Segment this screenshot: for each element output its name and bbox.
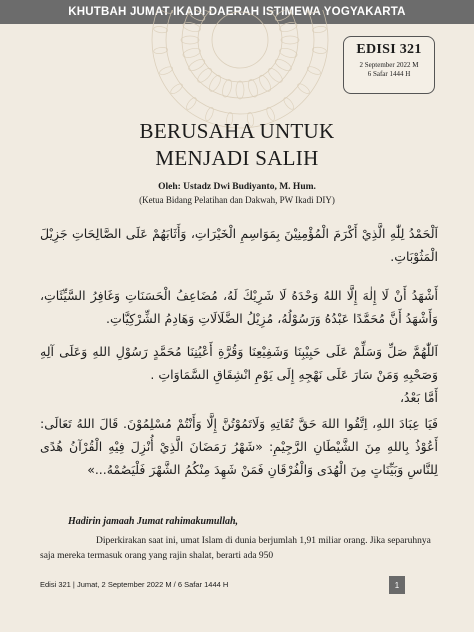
body-paragraph: Diperkirakan saat ini, umat Islam di dunia berjumlah 1,91 miliar orang. Jika separuhnya saja mereka termasuk orang yang rajin shalat, berarti ada 950 xyxy=(40,536,431,561)
edition-number: EDISI 321 xyxy=(356,42,422,57)
edition-gregorian-date: 2 September 2022 M xyxy=(359,61,419,69)
author-affiliation: (Ketua Bidang Pelatihan dan Dakwah, PW Ikadi DIY) xyxy=(139,195,335,205)
sermon-greeting: Hadirin jamaah Jumat rahimakumullah, xyxy=(68,516,239,527)
page-number: 1 xyxy=(394,580,400,590)
footer-edition-info: Edisi 321 | Jumat, 2 September 2022 M / 6 Safar 1444 H xyxy=(40,580,229,589)
edition-hijri-date: 6 Safar 1444 H xyxy=(367,70,411,78)
publication-header xyxy=(0,0,474,24)
arabic-shahadah: أَشْهَدُ أَنْ لَا إِلٰهَ إِلَّا اللهُ وَحْدَهُ لَا شَرِيْكَ لَهُ، مُضَاعِفُ الْحَسَنَاتِ وَغَافِرُ السَّيِّئَاتِ، وَأَشْهَدُ أَنَّ مُحَمَّدًا عَبْدُهُ وَرَسُوْلُهُ، مُزِيْلُ الضَّلَالَاتِ وَهَادِمُ الشِّرْكِيَّاتِ. xyxy=(40,288,438,326)
article-title-line2: MENJADI SALIH xyxy=(155,146,319,170)
article-title-line1: BERUSAHA UNTUK xyxy=(139,119,335,143)
arabic-wasiat: فَيَا عِبَادَ اللهِ، اِتَّقُوا اللهَ حَقَّ تُقَاتِهِ وَلَاتَمُوْتُنَّ إِلَّا وَأَنْتُمْ مُسْلِمُوْنَ. قَالَ اللهُ تَعَالَى: أَعُوْذُ بِاللهِ مِنَ الشَّيْطَانِ الرَّجِيْمِ: «شَهْرُ رَمَضَانَ الَّذِيْ أُنْزِلَ فِيْهِ الْقُرْآنُ هُدًى لِلنَّاسِ وَبَيِّنَاتٍ مِنَ الْهُدَى وَالْفُرْقَانِ فَمَنْ شَهِدَ مِنْكُمُ الشَّهْرَ فَلْيَصُمْهُ...» xyxy=(40,416,438,477)
edition-box xyxy=(343,36,435,94)
arabic-hamdalah: اَلْحَمْدُ لِلّٰهِ الَّذِيْ أَكْرَمَ الْمُؤْمِنِيْنَ بِمَوَاسِمِ الْخَيْرَاتِ، وَأَثَابَهُمْ عَلَى الصَّالِحَاتِ جَزِيْلَ الْمَثُوْبَاتِ. xyxy=(40,226,438,264)
arabic-amma-badu: أَمَّا بَعْدُ، xyxy=(399,390,438,405)
author-name: Oleh: Ustadz Dwi Budiyanto, M. Hum. xyxy=(158,182,316,192)
page-number-badge xyxy=(389,576,405,594)
publication-title: KHUTBAH JUMAT IKADI DAERAH ISTIMEWA YOGYAKARTA xyxy=(68,6,406,18)
arabic-salawat: اَللّٰهُمَّ صَلِّ وَسَلِّمْ عَلَى حَبِيْبِنَا وَشَفِيْعِنَا وَقُرَّةِ أَعْيُنِنَا مُحَمَّدٍ رَسُوْلِ اللهِ وَعَلَى آلِهِ وَصَحْبِهِ وَمَنْ سَارَ عَلَى نَهْجِهِ إِلَى يَوْمِ انْشِقَاقِ السَّمَاوَاتِ . xyxy=(40,344,438,382)
